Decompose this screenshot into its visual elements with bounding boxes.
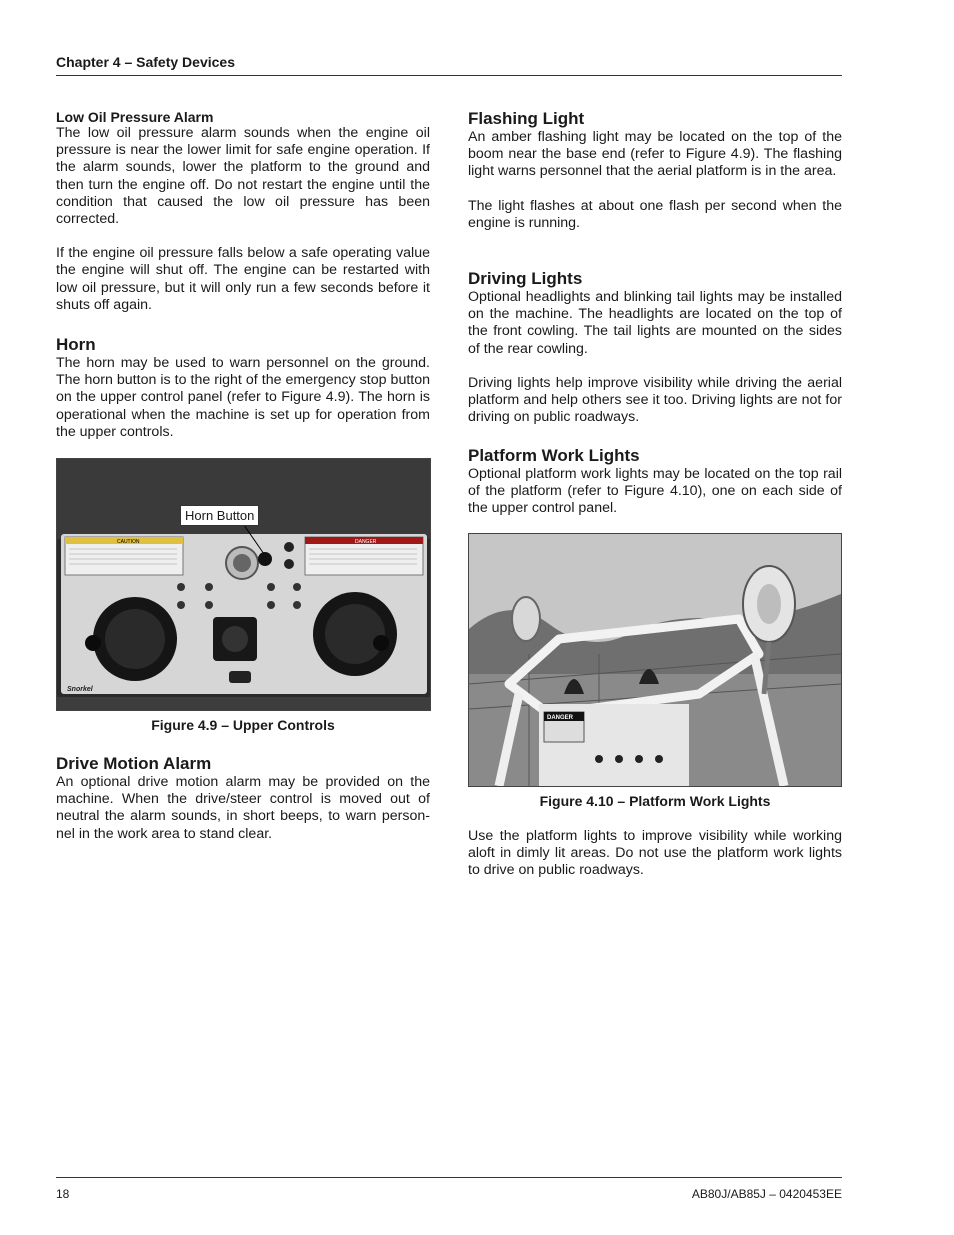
flashing-paragraph-1: An amber flashing light may be located on the top of the boom near the base end (refer to Figure 4.9). The flashing light warns personnel that the aerial platform is in the area. <box>468 129 842 180</box>
section-drive-motion <box>56 754 430 843</box>
driving-paragraph-1: Optional headlights and blinking tail lights may be installed on the machine. The headlights are located on the top of the front cowling. The tail lights are mounted on the sides of the rear cowling. <box>468 289 842 357</box>
figure-4-9-caption: Figure 4.9 – Upper Controls <box>151 717 335 733</box>
figure-platform-work-lights-photo <box>468 533 842 787</box>
drive-motion-paragraph: An optional drive motion alarm may be provided on the machine. When the drive/steer control is moved out of neutral the alarm sounds, in short beeps, to warn person-nel in the work area to stand clear. <box>56 774 430 842</box>
chapter-title: Chapter 4 – Safety Devices <box>56 54 235 70</box>
header-rule <box>56 75 842 76</box>
figure-4-10-caption: Figure 4.10 – Platform Work Lights <box>539 793 771 809</box>
section-flashing-light <box>468 109 842 232</box>
page-number: 18 <box>56 1187 70 1201</box>
flashing-paragraph-2: The light flashes at about one flash per second when the engine is running. <box>468 197 842 231</box>
heading-low-oil: Low Oil Pressure Alarm <box>56 109 214 125</box>
heading-flashing-light: Flashing Light <box>468 109 585 128</box>
horn-paragraph: The horn may be used to warn personnel on the ground. The horn button is to the right of the emergency stop button on the upper control panel (refer to Figure 4.9). The horn is operational when the machine is set up for operation from the upper controls. <box>56 355 430 440</box>
platform-lights-paragraph: Optional platform work lights may be located on the top rail of the platform (refer to Figure 4.10), one on each side of the upper control panel. <box>468 466 842 517</box>
heading-platform-work-lights: Platform Work Lights <box>468 446 640 465</box>
low-oil-paragraph-2: If the engine oil pressure falls below a safe operating value the engine will shut off. The engine can be restarted with low oil pressure, but it will only run a few seconds before it shuts off again. <box>56 245 430 313</box>
heading-horn: Horn <box>56 335 96 354</box>
heading-driving-lights: Driving Lights <box>468 269 583 288</box>
panel-brand: Snorkel <box>67 686 93 693</box>
footer-rule <box>56 1177 842 1178</box>
driving-paragraph-2: Driving lights help improve visibility while driving the aerial platform and help others see it too. Driving lights are not for driving on public roadways. <box>468 374 842 426</box>
panel-danger-label: DANGER <box>355 539 377 545</box>
horn-button-callout: Horn Button <box>180 505 259 526</box>
heading-drive-motion: Drive Motion Alarm <box>56 754 212 773</box>
document-id: AB80J/AB85J – 0420453EE <box>691 1187 842 1201</box>
section-horn <box>56 335 430 441</box>
platform-lights-usage-paragraph: Use the platform lights to improve visibility while working aloft in dimly lit areas. Do not use the platform work lights to drive on public roadways. <box>468 828 842 879</box>
section-driving-lights <box>468 269 842 426</box>
panel-caution-label: CAUTION <box>117 539 140 545</box>
section-low-oil <box>56 109 430 314</box>
section-platform-lights-usage <box>468 828 842 880</box>
section-platform-work-lights <box>468 446 842 518</box>
low-oil-paragraph-1: The low oil pressure alarm sounds when the engine oil pressure is near the lower limit for safe engine operation. If the alarm sounds, lower the platform to the ground and then turn the engine off. Do not restart the engine until the condition that caused the low oil pressure has been corrected. <box>56 125 430 228</box>
platform-sign-label: DANGER <box>547 715 574 721</box>
figure-upper-controls-photo <box>56 458 431 711</box>
